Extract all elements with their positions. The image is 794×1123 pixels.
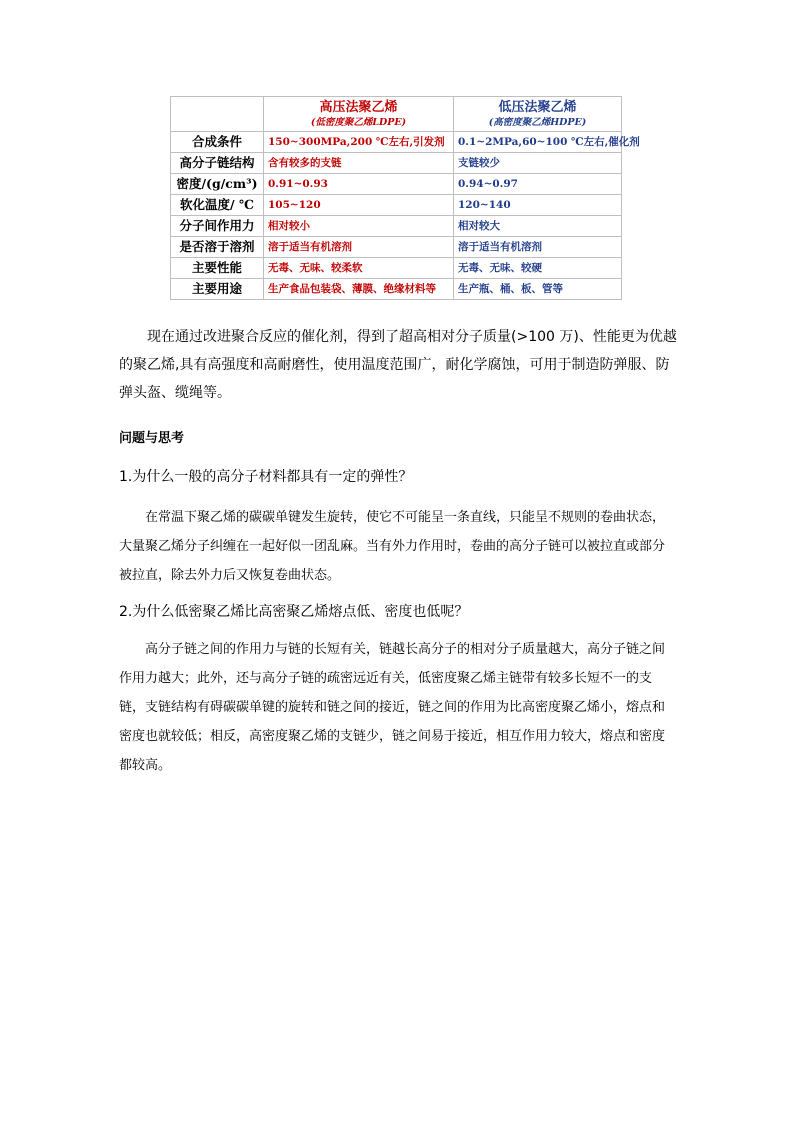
row-label: 主要用途 [171,279,264,300]
header-low-subtitle: (高密度聚乙烯HDPE) [488,116,587,128]
row-label: 软化温度/ ℃ [171,195,264,216]
header-high-title: 高压法聚乙烯 [319,99,398,115]
low-pressure-cell: 溶于适当有机溶剂 [454,237,622,258]
answer-1: 在常温下聚乙烯的碳碳单键发生旋转，使它不可能呈一条直线，只能呈不规则的卷曲状态，大量聚乙烯分子纠缠在一起好似一团乱麻。当有外力作用时，卷曲的高分子链可以被拉直或部分被拉直，除去外力后又恢复卷曲状态。 [119,510,666,583]
high-pressure-cell: 溶于适当有机溶剂 [264,237,454,258]
high-pressure-cell: 0.91~0.93 [264,174,454,195]
table-row [171,195,622,216]
high-pressure-cell: 含有较多的支链 [264,153,454,174]
table-row [171,237,622,258]
table-header-row [171,97,622,132]
row-label: 密度/(g/cm³) [171,174,264,195]
header-high-subtitle: (低密度聚乙烯LDPE) [310,116,407,128]
high-pressure-cell: 生产食品包装袋、薄膜、绝缘材料等 [264,279,454,300]
row-label: 主要性能 [171,258,264,279]
low-pressure-cell: 生产瓶、桶、板、管等 [454,279,622,300]
question-2: 2.为什么低密聚乙烯比高密聚乙烯熔点低、密度也低呢？ [119,604,469,620]
row-label: 是否溶于溶剂 [171,237,264,258]
low-pressure-cell: 0.94~0.97 [454,174,622,195]
high-pressure-cell: 105~120 [264,195,454,216]
low-pressure-cell: 支链较少 [454,153,622,174]
high-pressure-cell: 150~300MPa,200 ℃左右,引发剂 [264,132,454,153]
intro-paragraph: 现在通过改进聚合反应的催化剂，得到了超高相对分子质量(>100 万)、性能更为优越的聚乙烯,具有高强度和高耐磨性，使用温度范围广，耐化学腐蚀，可用于制造防弹服、防弹头盔、缆绳等。 [119,329,677,401]
header-low-title: 低压法聚乙烯 [498,99,577,115]
high-pressure-cell: 无毒、无味、较柔软 [264,258,454,279]
header-low-pressure [454,97,622,132]
header-high-pressure [264,97,454,132]
low-pressure-cell: 120~140 [454,195,622,216]
table-row [171,216,622,237]
table-row [171,258,622,279]
table-row [171,153,622,174]
polyethylene-comparison-table [170,96,640,300]
row-label: 合成条件 [171,132,264,153]
table-row [171,132,622,153]
table-row [171,279,622,300]
high-pressure-cell: 相对较小 [264,216,454,237]
low-pressure-cell: 无毒、无味、较硬 [454,258,622,279]
answer-2: 高分子链之间的作用力与链的长短有关，链越长高分子的相对分子质量越大，高分子链之间作用力越大；此外，还与高分子链的疏密远近有关，低密度聚乙烯主链带有较多长短不一的支链，支链结构有碍碳碳单键的旋转和链之间的接近，链之间的作用为比高密度聚乙烯小，熔点和密度也就较低；相反，高密度聚乙烯的支链少，链之间易于接近，相互作用力较大，熔点和密度都较高。 [119,642,666,773]
low-pressure-cell: 0.1~2MPa,60~100 ℃左右,催化剂 [454,132,622,153]
row-label: 分子间作用力 [171,216,264,237]
section-heading: 问题与思考 [119,431,185,446]
low-pressure-cell: 相对较大 [454,216,622,237]
row-label: 高分子链结构 [171,153,264,174]
question-1: 1.为什么一般的高分子材料都具有一定的弹性？ [119,469,413,485]
table-corner-cell [171,97,264,132]
table-row [171,174,622,195]
